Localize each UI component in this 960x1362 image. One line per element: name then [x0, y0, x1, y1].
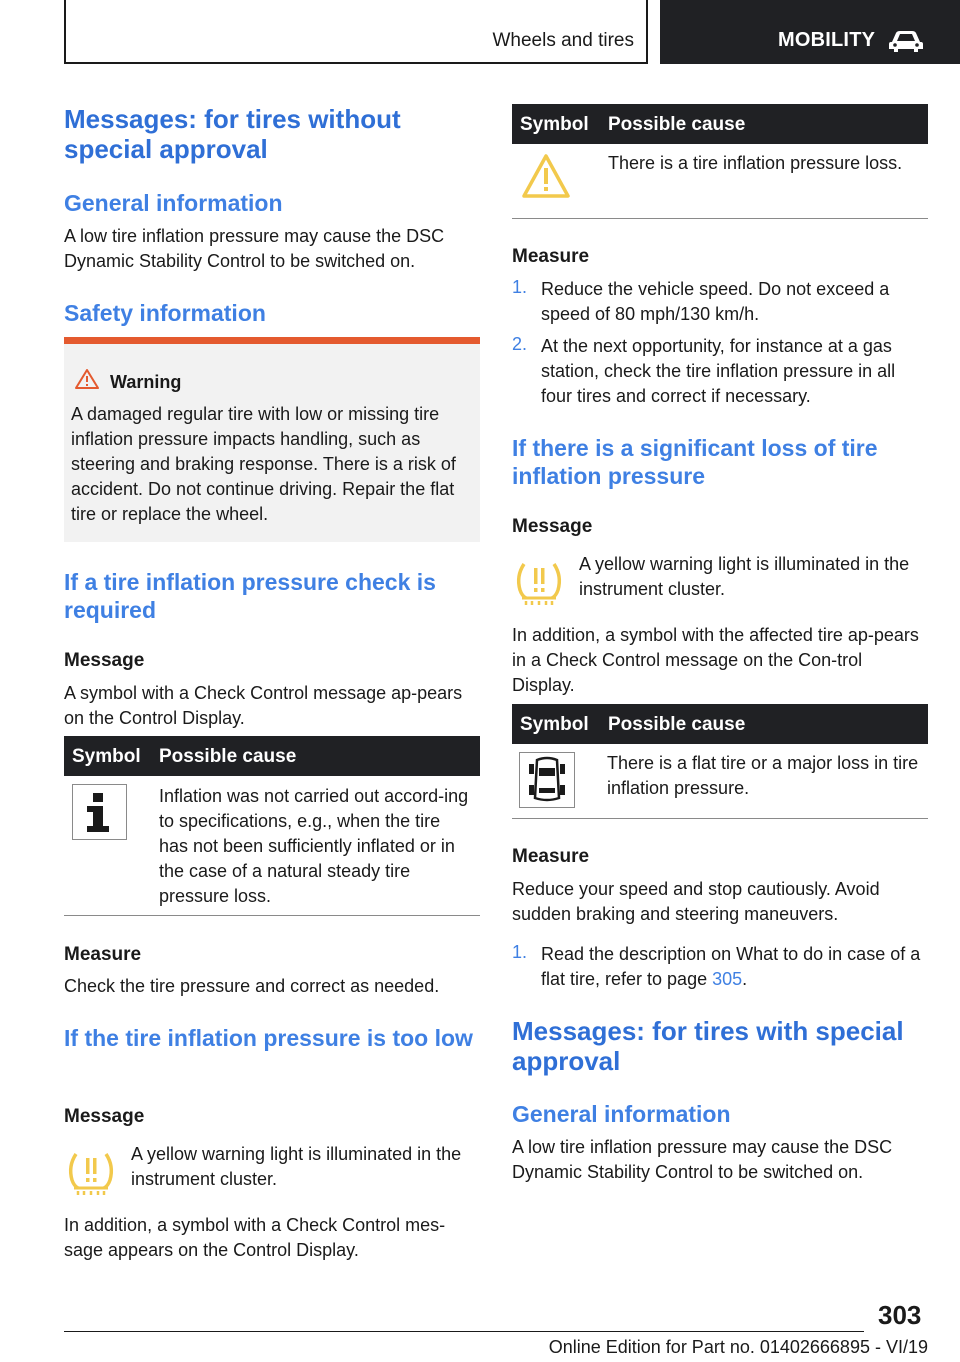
- step-3-text-after: .: [742, 969, 748, 989]
- header-chapter-label: MOBILITY: [778, 29, 876, 51]
- table-header: [64, 736, 480, 776]
- step-2-text: At the next opportunity, for instance at a gas station, check the tire inflation pressure in all four tires and correct if necessary.: [541, 336, 896, 406]
- page-305-link[interactable]: 305: [712, 969, 743, 989]
- warning-text: A damaged regular tire with low or missing tire inflation pressure impacts handling, such as steering and braking response. There is a risk of accident. Do not continue driving. Repair the flat tire or replace the wheel.: [71, 404, 456, 524]
- right-measure2-label: Measure: [512, 846, 590, 867]
- subheading-safety-information: Safety information: [64, 300, 266, 326]
- footer-rule: [64, 1331, 864, 1332]
- table-header-cause: Possible cause: [159, 746, 297, 767]
- step-3-number: 1.: [512, 942, 528, 962]
- message-text: A symbol with a Check Control message ap-pears on the Control Display.: [64, 683, 463, 728]
- tire-pressure-warning-light-icon-2: [514, 560, 564, 613]
- step-2-number: 2.: [512, 334, 528, 354]
- right-addition-text: In addition, a symbol with the affected tire ap-pears in a Check Control message on the Con-trol Display.: [512, 625, 919, 695]
- right-table2-header: [512, 704, 928, 744]
- right-measure-label: Measure: [512, 246, 590, 267]
- flat-tire-car-icon: [519, 752, 575, 813]
- tire-pressure-warning-light-icon: [66, 1150, 116, 1203]
- page-number: 303: [878, 1300, 922, 1330]
- right-table1-header: [512, 104, 928, 144]
- step-1-text: Reduce the vehicle speed. Do not exceed a speed of 80 mph/130 km/h.: [541, 279, 890, 324]
- table-header-symbol: Symbol: [72, 746, 141, 767]
- low-message-label: Message: [64, 1106, 145, 1127]
- step-3-text-before: Read the description on What to do in case of a flat tire, refer to page: [541, 944, 921, 989]
- section-heading-no-special-approval: Messages: for tires without special approval: [64, 104, 401, 164]
- right-measure2-text: Reduce your speed and stop cautiously. Avoid sudden braking and steering maneuvers.: [512, 879, 880, 924]
- footer-edition: Online Edition for Part no. 01402666895 - VI/19: [548, 1337, 928, 1357]
- car-icon: [888, 28, 924, 59]
- right-table1-cell-cause: There is a tire inflation pressure loss.: [608, 153, 903, 173]
- warning-title: Warning: [110, 372, 182, 392]
- warning-triangle-icon: [74, 368, 100, 395]
- right-subheading-general-information: General information: [512, 1101, 731, 1127]
- section-heading-special-approval: Messages: for tires with special approval: [512, 1016, 904, 1076]
- step-1-number: 1.: [512, 277, 528, 297]
- right-general-information-text: A low tire inflation pressure may cause the DSC Dynamic Stability Control to be switched on.: [512, 1137, 893, 1182]
- subheading-pressure-too-low: If the tire inflation pressure is too low: [64, 1025, 473, 1051]
- step-3-text: [541, 942, 933, 992]
- right-table1-bottom-rule: [512, 218, 928, 219]
- right-table2-cell-cause: There is a flat tire or a major loss in tire inflation pressure.: [607, 753, 919, 798]
- warning-box: [64, 337, 480, 542]
- right-light-text: A yellow warning light is illuminated in the instrument cluster.: [579, 554, 910, 599]
- subheading-pressure-check-required: If a tire inflation pressure check is required: [64, 569, 436, 623]
- table-cell-cause: Inflation was not carried out accord-ing to specifications, e.g., when the tire has not been sufficiently inflated or in the case of a natural steady tire pressure loss.: [159, 786, 469, 906]
- right-table2-header-symbol: Symbol: [520, 714, 589, 735]
- general-information-text: A low tire inflation pressure may cause the DSC Dynamic Stability Control to be switched on.: [64, 226, 445, 271]
- right-table2-header-cause: Possible cause: [608, 714, 746, 735]
- header-chapter-tab: [660, 0, 960, 64]
- right-table1-header-cause: Possible cause: [608, 114, 746, 135]
- subheading-significant-loss: If there is a significant loss of tire inflation pressure: [512, 435, 878, 489]
- info-symbol-icon: [72, 784, 127, 845]
- message-label: Message: [64, 650, 145, 671]
- table-bottom-rule: [64, 915, 480, 916]
- header-section-title: Wheels and tires: [492, 30, 634, 51]
- right-table2-bottom-rule: [512, 818, 928, 819]
- right-table1-header-symbol: Symbol: [520, 114, 589, 135]
- subheading-general-information: General information: [64, 190, 283, 216]
- right-message-label: Message: [512, 516, 593, 537]
- warning-triangle-yellow-icon: [520, 150, 572, 207]
- measure-text: Check the tire pressure and correct as needed.: [64, 976, 440, 996]
- low-light-text: A yellow warning light is illuminated in the instrument cluster.: [131, 1144, 462, 1189]
- measure-label: Measure: [64, 944, 142, 965]
- low-addition-text: In addition, a symbol with a Check Control mes-sage appears on the Control Display.: [64, 1215, 446, 1260]
